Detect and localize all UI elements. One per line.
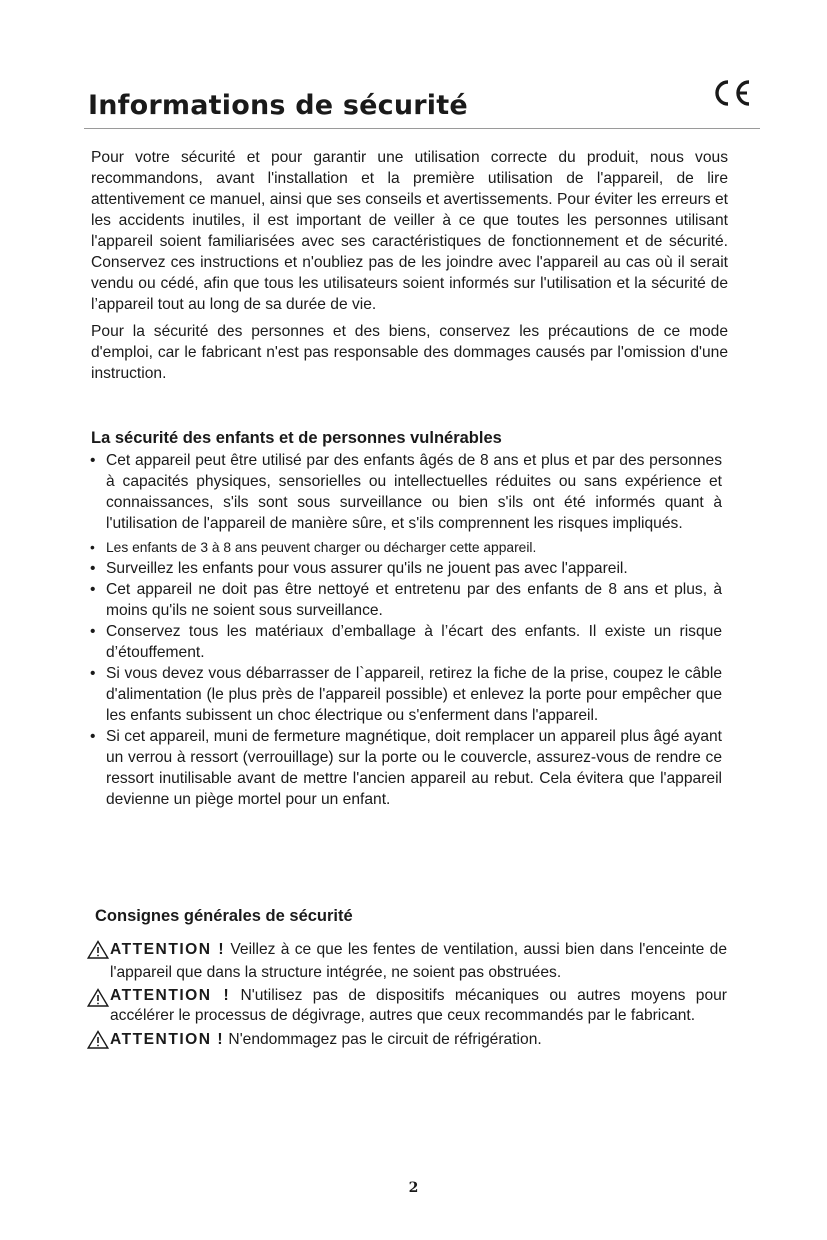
intro-paragraph-2: Pour la sécurité des personnes et des biens, conservez les précautions de ce mode d'emploi, car le fabricant n'est pas responsable des dommages causés par l'omission d'une instruction. bbox=[91, 323, 728, 382]
children-safety-heading: La sécurité des enfants et de personnes vulnérables bbox=[91, 429, 502, 447]
bullet-icon: • bbox=[90, 581, 96, 598]
warning-triangle-icon bbox=[87, 988, 109, 1007]
list-item: • Conservez tous les matériaux d’emballage à l’écart des enfants. Il existe un risque d’étouffement. bbox=[90, 623, 722, 661]
page-number: 2 bbox=[408, 1180, 419, 1196]
intro-paragraph-1: Pour votre sécurité et pour garantir une utilisation correcte du produit, nous vous recommandons, avant l'installation et la première utilisation de l'appareil, de lire attentivement ce manuel, ainsi que ses conseils et avertissements. Pour éviter les erreurs et les accidents inutiles, il est important de veiller à ce que toutes les personnes utilisant l'appareil soient familiarisées avec ses caractéristiques de fonctionnement et de sécurité. Conservez ces instructions et n'oubliez pas de les joindre avec l'appareil au cas où il serait vendu ou cédé, afin que tous les utilisateurs soient informés sur l'utilisation et la sécurité de l’appareil tout au long de sa durée de vie. bbox=[91, 149, 728, 313]
warning-item bbox=[87, 986, 727, 1026]
children-safety-list bbox=[87, 450, 722, 810]
bullet-icon: • bbox=[90, 540, 95, 555]
warning-label: ATTENTION ! bbox=[110, 941, 226, 958]
title-divider bbox=[84, 128, 760, 129]
list-item: • Surveillez les enfants pour vous assurer qu'ils ne jouent pas avec l'appareil. bbox=[90, 560, 628, 577]
warning-label: ATTENTION ! bbox=[110, 1031, 225, 1048]
list-item: • Cet appareil peut être utilisé par des enfants âgés de 8 ans et plus et par des personnes à capacités physiques, sensorielles ou intellectuelles réduites ou sans expérience et connaissances, s'ils sont sous surveillance ou bien s'ils ont été informés quant à l'utilisation de l'appareil de manière sûre, et s'ils comprennent les risques impliqués. bbox=[90, 452, 722, 532]
bullet-icon: • bbox=[90, 728, 96, 745]
list-item: • Les enfants de 3 à 8 ans peuvent charger ou décharger cette appareil. bbox=[87, 537, 722, 558]
warning-text: N'endommagez pas le circuit de réfrigération. bbox=[224, 1031, 542, 1048]
warning-label: ATTENTION ! bbox=[110, 987, 231, 1004]
warning-triangle-icon bbox=[87, 940, 109, 959]
list-item: • Si cet appareil, muni de fermeture magnétique, doit remplacer un appareil plus âgé ayant un verrou à ressort (verrouillage) sur la porte ou le couvercle, assurez-vous de rendre ce ressort inutilisable avant de mettre l'ancien appareil au rebut. Cela évitera que l'appareil devienne un piège mortel pour un enfant. bbox=[90, 728, 722, 808]
intro-section bbox=[91, 147, 728, 384]
bullet-icon: • bbox=[90, 560, 96, 577]
bullet-icon: • bbox=[90, 623, 96, 640]
warning-item bbox=[87, 1028, 727, 1051]
bullet-icon: • bbox=[90, 452, 96, 469]
warning-list bbox=[87, 938, 727, 1051]
warning-item bbox=[87, 938, 727, 984]
ce-mark-icon bbox=[712, 78, 754, 108]
bullet-icon: • bbox=[90, 665, 96, 682]
list-item: • Si vous devez vous débarrasser de l`appareil, retirez la fiche de la prise, coupez le câble d'alimentation (le plus près de l'appareil possible) et enlevez la porte pour empêcher que les enfants subissent un choc électrique ou s'enferment dans l'appareil. bbox=[90, 665, 722, 724]
warning-triangle-icon bbox=[87, 1030, 109, 1049]
page-title: Informations de sécurité bbox=[88, 90, 468, 121]
warning-text: Veillez à ce que les fentes de ventilation, aussi bien dans l'enceinte de l'appareil que dans la structure intégrée, ne soient pas obstruées. bbox=[110, 941, 727, 981]
list-item: • Cet appareil ne doit pas être nettoyé et entretenu par des enfants de 8 ans et plus, à moins qu'ils ne soient sous surveillance. bbox=[90, 581, 722, 619]
warning-text: N'utilisez pas de dispositifs mécaniques ou autres moyens pour accélérer le processus de dégivrage, autres que ceux recommandés par le fabricant. bbox=[110, 987, 727, 1024]
general-safety-heading: Consignes générales de sécurité bbox=[95, 907, 353, 925]
